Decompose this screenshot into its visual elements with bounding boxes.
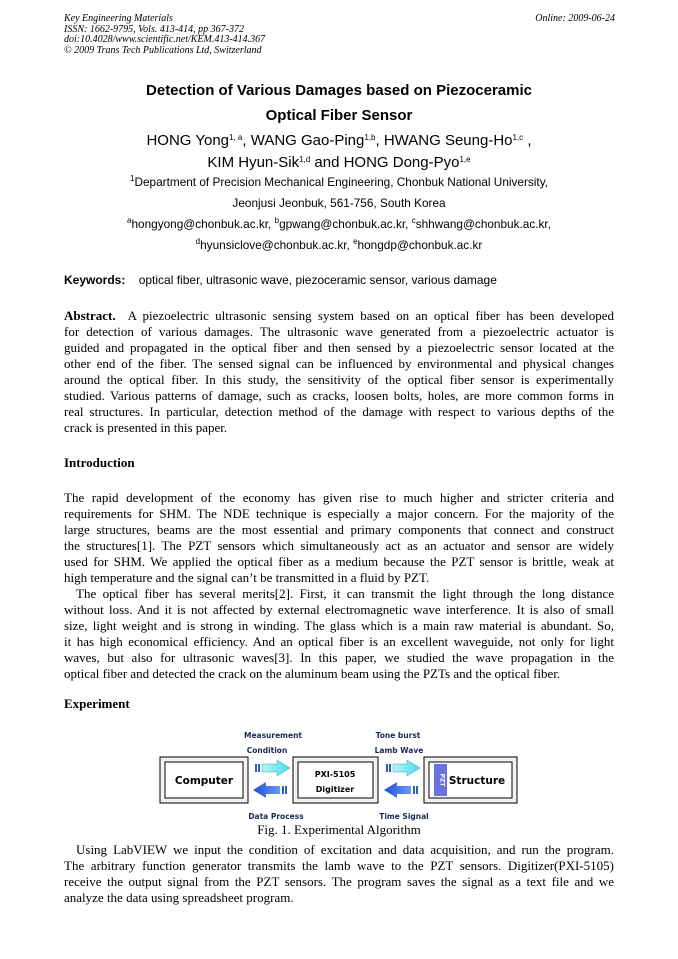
paper-title-line-1: Detection of Various Damages based on Piezoceramic bbox=[146, 82, 532, 99]
email[interactable]: hyunsiclove@chonbuk.ac.kr, bbox=[200, 238, 354, 252]
tone-burst-label: Tone burst bbox=[375, 731, 421, 740]
copyright: © 2009 Trans Tech Publications Ltd, Switzerland bbox=[64, 44, 262, 56]
abstract-label: Abstract. bbox=[64, 308, 116, 323]
lamb-wave-label: Lamb Wave bbox=[374, 746, 424, 755]
doi: doi:10.4028/www.scientific.net/KEM.413-414.367 bbox=[64, 34, 266, 45]
affiliation: $^1$Department of Precision Mechanical Engineering, Chonbuk National University, Jeonjusi Jeonbuk, 561-756, South Korea $^a$hongyong@chonbuk.ac.kr, $^b$gpwang@chonbuk.ac.kr, $^c$shhwang@chonbuk.ac.kr, $^d$hyunsiclove@chonbuk.ac.kr, $^e$hongdp@chonbuk.ac.kr bbox=[0, 172, 678, 256]
keywords-text: optical fiber, ultrasonic wave, piezoceramic sensor, various damage bbox=[138, 273, 497, 287]
measurement-label: Measurement bbox=[243, 731, 303, 740]
experiment-body: Using LabVIEW we input the condition of excitation and data acquisition, and run the program. The arbitrary function generator transmits the lamb wave to the PZT sensors. Digitizer(PXI-5105) receive the output signal from the PZT sensors. The program saves the signal as a text file and we analyze the data using spreadsheet program. bbox=[64, 842, 614, 905]
digitizer-model-label: PXI-5105 bbox=[314, 770, 356, 779]
journal-name: Key Engineering Materials bbox=[64, 13, 173, 24]
structure-box bbox=[424, 757, 517, 803]
arrow-right-icon bbox=[386, 760, 420, 776]
data-process-label: Data Process bbox=[248, 812, 304, 821]
arrow-left-icon bbox=[253, 782, 287, 798]
experimental-algorithm-diagram bbox=[155, 725, 525, 825]
introduction-heading: Introduction bbox=[64, 455, 135, 470]
email[interactable]: gpwang@chonbuk.ac.kr, bbox=[279, 217, 412, 231]
authors bbox=[0, 130, 678, 174]
arrow-right-icon bbox=[255, 760, 290, 776]
introduction-body: The rapid development of the economy has given rise to much higher and stricter criteria and requirements for SHM. The NDE technique is especially a major concern. For the majority of the large structures, beams are the most essential and primary components that connect and construct the structures[1]. The PZT sensors which simultaneously act as an actuator and sensor are widely used for SHM. We applied the optical fiber as a medium because the PZT sensor is brittle, weak at high temperature and the signal can’t be transmitted in a fluid by PZT. The optical fiber has several merits[2]. First, it can transmit the light through the long distance without loss. And it is not affected by external electromagnetic wave interference. It is also of small size, light weight and is strong in winding. The glass which is a main raw material is abundant. So, it has high economical efficiency. And an optical fiber is an excellent waveguide, not only for light waves, but also for ultrasonic waves[3]. In this paper, we studied the wave propagation in the optical fiber and detected the crack on the aluminum beam using the PZTs and the optical fiber. bbox=[64, 490, 614, 681]
keywords-label: Keywords: bbox=[64, 273, 126, 287]
digitizer-label: Digitizer bbox=[315, 785, 355, 794]
keywords bbox=[64, 273, 497, 287]
experiment-heading: Experiment bbox=[64, 696, 130, 711]
digitizer-box bbox=[293, 757, 378, 803]
figure-caption: Fig. 1. Experimental Algorithm bbox=[257, 822, 421, 837]
computer-label: Computer bbox=[174, 775, 234, 787]
author: HONG Yong$^{1, a}$, bbox=[146, 132, 251, 149]
author: HWANG Seung-Ho$^{1,c}$ , bbox=[383, 132, 532, 149]
email[interactable]: hongdp@chonbuk.ac.kr bbox=[357, 238, 483, 252]
issn: ISSN: 1662-9795, Vols. 413-414, pp 367-372 bbox=[64, 23, 244, 35]
condition-label: Condition bbox=[246, 746, 288, 755]
arrow-left-icon bbox=[384, 782, 418, 798]
pzt-label: PZT bbox=[438, 773, 446, 787]
emails-line-1: $^a$hongyong@chonbuk.ac.kr, $^b$gpwang@chonbuk.ac.kr, $^c$shhwang@chonbuk.ac.kr, bbox=[127, 216, 551, 231]
computer-box bbox=[160, 757, 248, 803]
abstract: Abstract. A piezoelectric ultrasonic sensing system based on an optical fiber has been developed for detection of various damages. The ultrasonic wave generated from a piezoelectric actuator is guided and propagated in the optical fiber and then sensed by a piezoelectric sensor located at the other end of the fiber. The sensed signal can be influenced by environmental and physical changes around the optical fiber. In this study, the sensitivity of the optical fiber sensor is experimentally studied. Various patterns of damage, such as cracks, loosen bolts, holes, are more common forms in real structures. In particular, detection method of the damage with respect to various depths of the crack is presented in this paper. bbox=[64, 308, 614, 435]
structure-label: Structure bbox=[448, 775, 506, 787]
author: KIM Hyun-Sik$^{1,d}$ and bbox=[207, 154, 344, 171]
emails-line-2: $^d$hyunsiclove@chonbuk.ac.kr, $^e$hongdp@chonbuk.ac.kr bbox=[195, 237, 483, 252]
author: WANG Gao-Ping$^{1,b}$, bbox=[250, 132, 384, 149]
author: HONG Dong-Pyo$^{1,e}$ bbox=[343, 154, 471, 171]
email[interactable]: hongyong@chonbuk.ac.kr, bbox=[131, 217, 275, 231]
time-signal-label: Time Signal bbox=[379, 812, 429, 821]
paper-title-line-2: Optical Fiber Sensor bbox=[265, 107, 413, 124]
email[interactable]: shhwang@chonbuk.ac.kr, bbox=[415, 217, 551, 231]
journal-header bbox=[64, 14, 265, 56]
online-date: Online: 2009-06-24 bbox=[535, 13, 615, 24]
